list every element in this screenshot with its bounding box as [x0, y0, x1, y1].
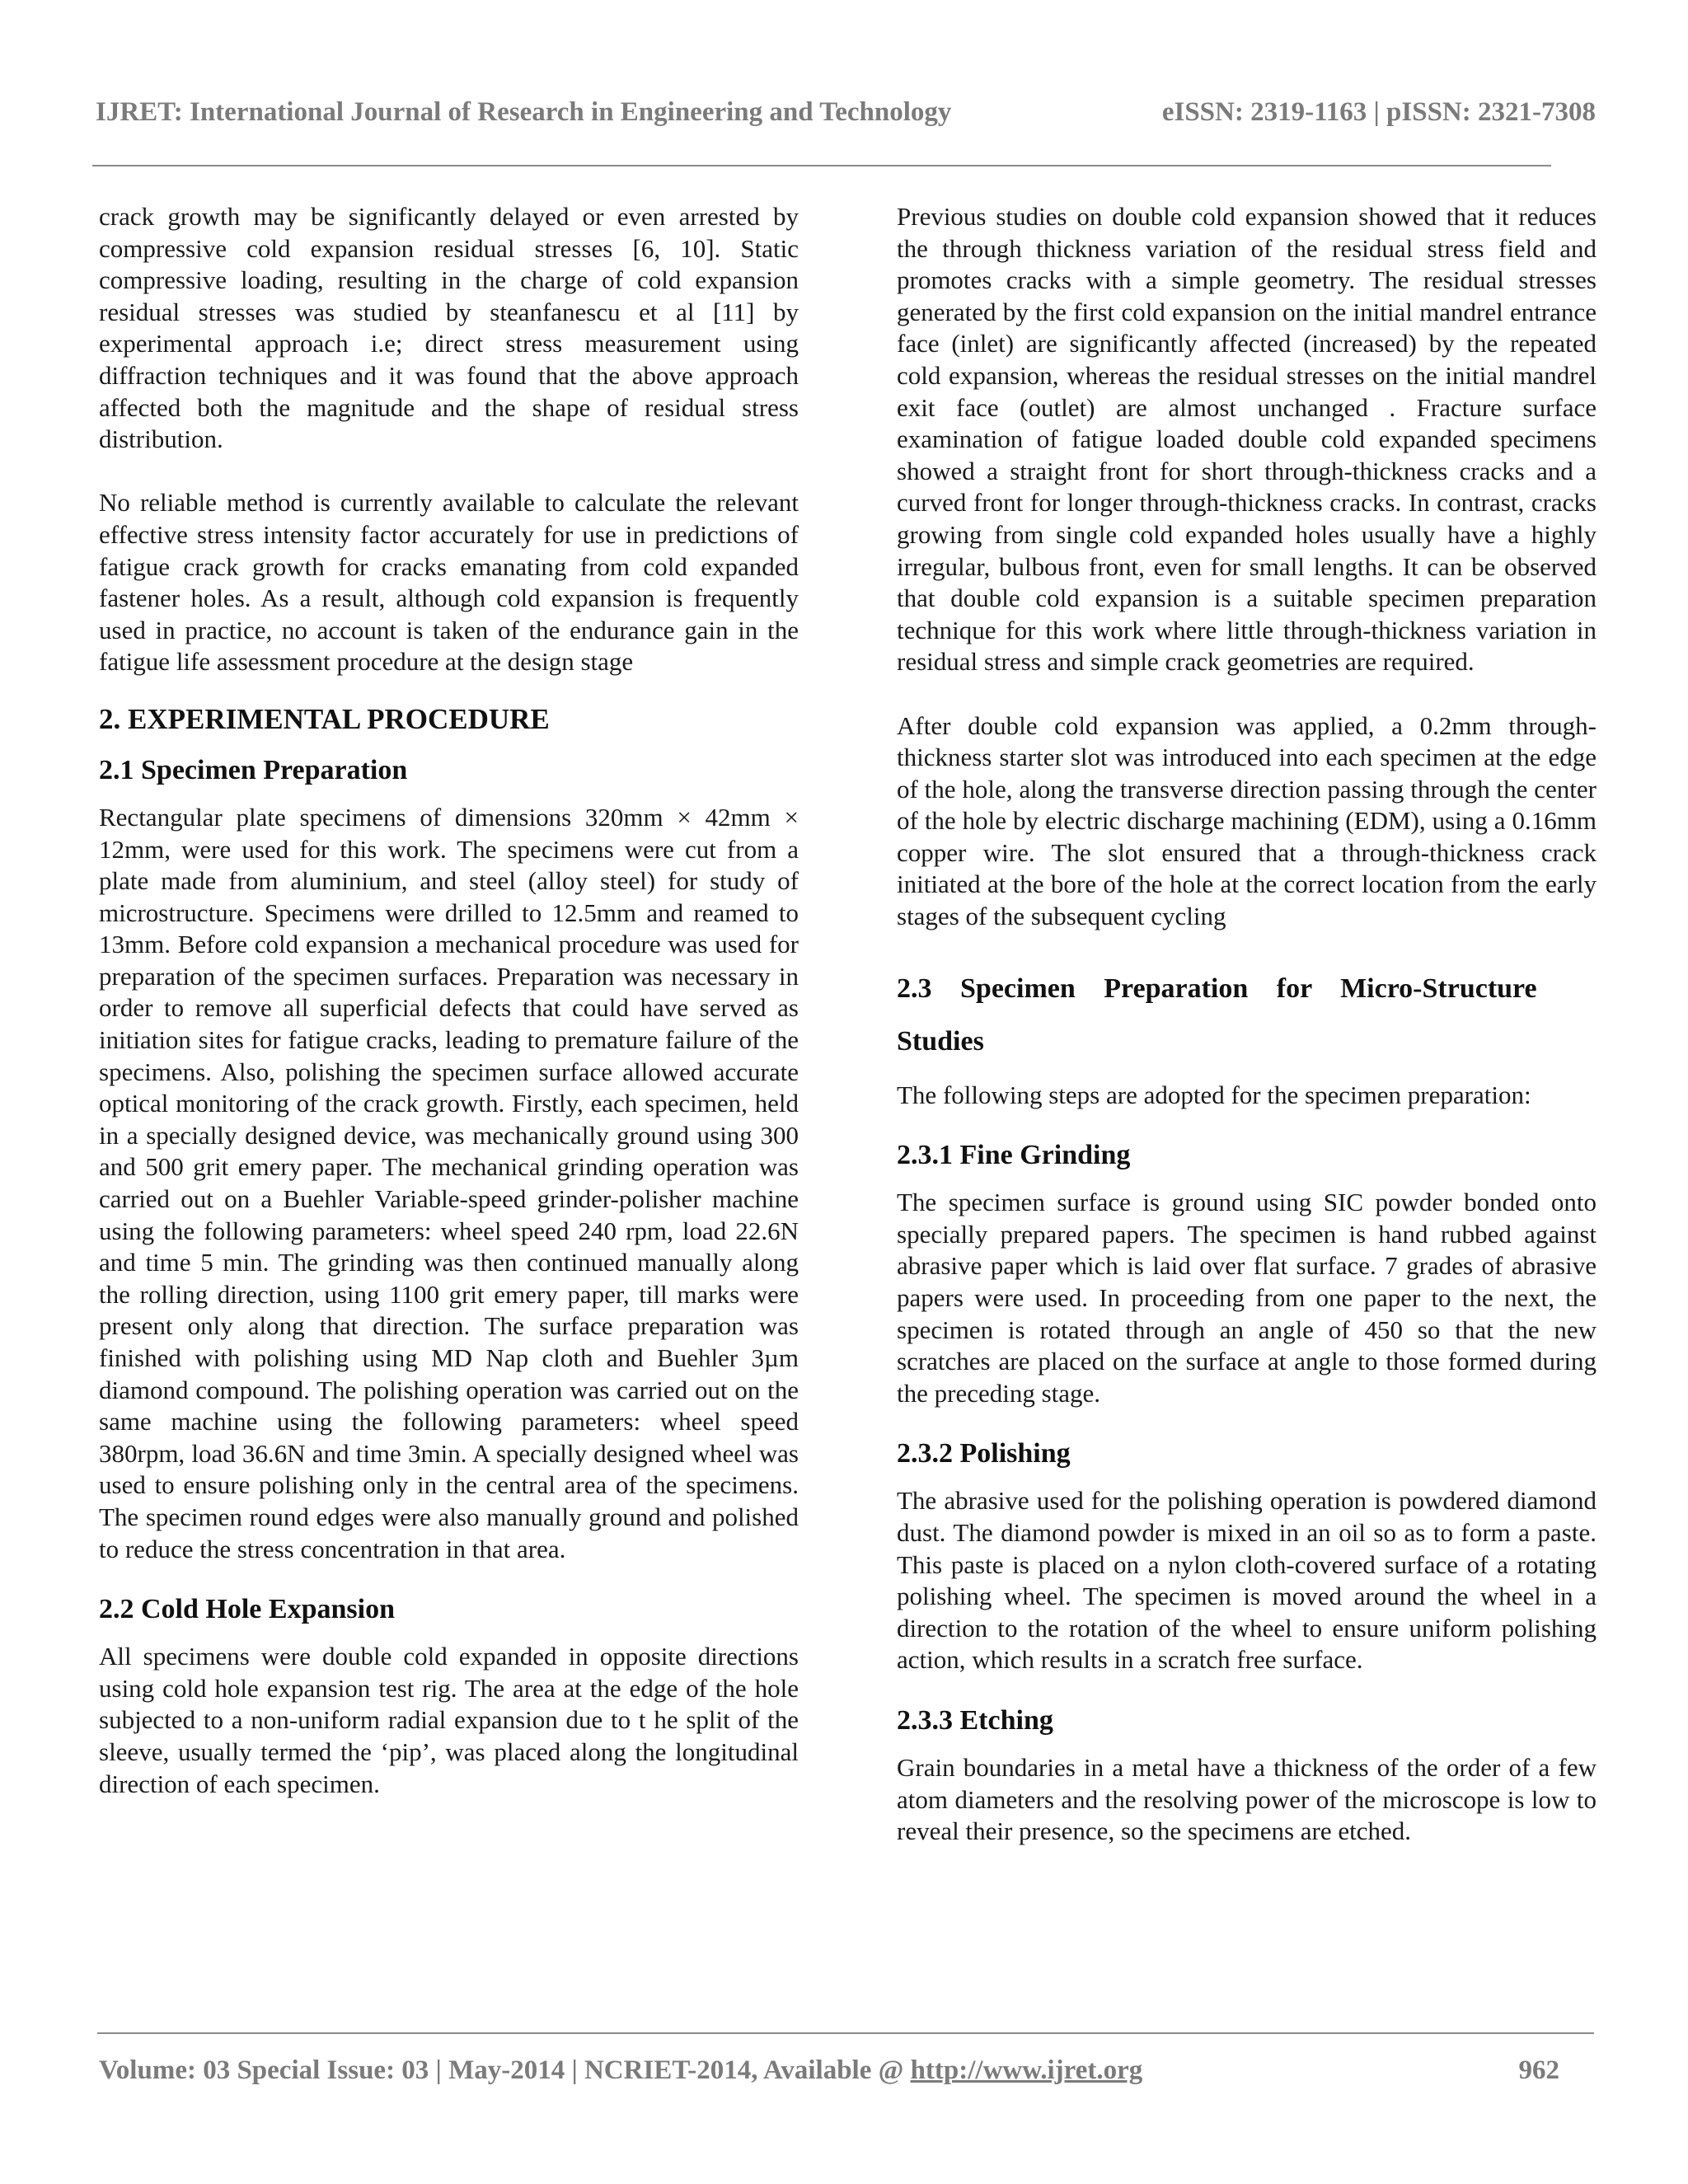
- heading-microstructure-line1: 2.3 Specimen Preparation for Micro-Structure: [897, 972, 1537, 1004]
- paragraph-cold-hole-expansion: All specimens were double cold expanded in opposite directions using cold hole expansion test rig. The area at the edge of the hole subjected to a non-uniform radial expansion due to t he split of the sleeve, usually termed the ‘pip’, was placed along the longitudinal direction of each specimen.: [99, 1642, 799, 1798]
- header-divider: [92, 165, 1551, 166]
- left-column: [99, 201, 799, 1800]
- heading-experimental-procedure: 2. EXPERIMENTAL PROCEDURE: [99, 702, 550, 735]
- volume-text: Volume: 03 Special Issue: 03 | May-2014 | NCRIET-2014, Available @: [99, 2055, 911, 2085]
- paragraph-crack-growth: crack growth may be significantly delayed or even arrested by compressive cold expansion residual stresses [6, 10]. Static compressive loading, resulting in the charge of cold expansion residual stresses was studied by steanfanescu et al [11] by experimental approach i.e; direct stress measurement using diffraction techniques and it was found that the above approach affected both the magnitude and the shape of residual stress distribution.: [99, 202, 799, 454]
- paragraph-fine-grinding: The specimen surface is ground using SIC powder bonded onto specially prepared papers. The specimen is hand rubbed against abrasive paper which is laid over flat surface. 7 grades of abrasive papers were used. In proceeding from one paper to the next, the specimen is rotated through an angle of 450 so that the new scratches are placed on the surface at angle to those formed during the preceding stage.: [897, 1188, 1597, 1408]
- journal-link[interactable]: http://www.ijret.org: [910, 2055, 1143, 2085]
- paragraph-starter-slot: After double cold expansion was applied, a 0.2mm through-thickness starter slot was introduced into each specimen at the edge of the hole, along the transverse direction passing through the center of the hole by electric discharge machining (EDM), using a 0.16mm copper wire. The slot ensured that a through-thickness crack initiated at the bore of the hole at the correct location from the early stages of the subsequent cycling: [897, 710, 1597, 931]
- paragraph-etching: Grain boundaries in a metal have a thickness of the order of a few atom diameters and the resolving power of the microscope is low to reveal their presence, so the specimens are etched.: [897, 1752, 1597, 1846]
- heading-polishing: 2.3.2 Polishing: [897, 1438, 1071, 1469]
- heading-microstructure-preparation: [897, 963, 1597, 1068]
- heading-cold-hole-expansion: 2.2 Cold Hole Expansion: [99, 1594, 395, 1625]
- paragraph-polishing: The abrasive used for the polishing operation is powdered diamond dust. The diamond powder is mixed in an oil so as to form a paste. This paste is placed on a nylon cloth-covered surface of a rotating polishing wheel. The specimen is moved around the wheel in a direction to the rotation of the wheel to ensure uniform polishing action, which results in a scratch free surface.: [897, 1486, 1597, 1675]
- running-header: [96, 97, 1596, 128]
- paragraph-steps-adopted: The following steps are adopted for the specimen preparation:: [897, 1080, 1531, 1109]
- footer-divider: [97, 2032, 1594, 2034]
- heading-fine-grinding: 2.3.1 Fine Grinding: [897, 1140, 1131, 1171]
- journal-title: IJRET: International Journal of Research in Engineering and Technology: [96, 97, 952, 127]
- right-column: [897, 201, 1597, 1848]
- paragraph-no-reliable-method: No reliable method is currently available to calculate the relevant effective stress intensity factor accurately for use in predictions of fatigue crack growth for cracks emanating from cold expanded fastener holes. As a result, although cold expansion is frequently used in practice, no account is taken of the endurance gain in the fatigue life assessment procedure at the design stage: [99, 488, 799, 677]
- paragraph-specimen-preparation: Rectangular plate specimens of dimensions 320mm × 42mm × 12mm, were used for this work. The specimens were cut from a plate made from aluminium, and steel (alloy steel) for study of microstructure. Specimens were drilled to 12.5mm and reamed to 13mm. Before cold expansion a mechanical procedure was used for preparation of the specimen surfaces. Preparation was necessary in order to remove all superficial defects that could have served as initiation sites for fatigue cracks, leading to premature failure of the specimens. Also, polishing the specimen surface allowed accurate optical monitoring of the crack growth. Firstly, each specimen, held in a specially designed device, was mechanically ground using 300 and 500 grit emery paper. The mechanical grinding operation was carried out on a Buehler Variable-speed grinder-polisher machine using the following parameters: wheel speed 240 rpm, load 22.6N and time 5 min. The grinding was then continued manually along the rolling direction, using 1100 grit emery paper, till marks were present only along that direction. The surface preparation was finished with polishing using MD Nap cloth and Buehler 3µm diamond compound. The polishing operation was carried out on the same machine using the following parameters: wheel speed 380rpm, load 36.6N and time 3min. A specially designed wheel was used to ensure polishing only in the central area of the specimens. The specimen round edges were also manually ground and polished to reduce the stress concentration in that area.: [99, 802, 799, 1563]
- volume-info: [99, 2055, 1142, 2086]
- running-footer: [99, 2055, 1559, 2086]
- paragraph-previous-studies: Previous studies on double cold expansion showed that it reduces the through thickness variation of the residual stress field and promotes cracks with a simple geometry. The residual stresses generated by the first cold expansion on the initial mandrel entrance face (inlet) are significantly affected (increased) by the repeated cold expansion, whereas the residual stresses on the initial mandrel exit face (outlet) are almost unchanged . Fracture surface examination of fatigue loaded double cold expanded specimens showed a straight front for short through-thickness cracks and a curved front for longer through-thickness cracks. In contrast, cracks growing from single cold expanded holes usually have a highly irregular, bulbous front, even for small lengths. It can be observed that double cold expansion is a suitable specimen preparation technique for this work where little through-thickness variation in residual stress and simple crack geometries are required.: [897, 202, 1597, 677]
- heading-microstructure-line2: Studies: [897, 1025, 984, 1057]
- page-number: 962: [1518, 2055, 1559, 2085]
- heading-etching: 2.3.3 Etching: [897, 1704, 1053, 1736]
- issn-info: eISSN: 2319-1163 | pISSN: 2321-7308: [1161, 97, 1596, 127]
- heading-specimen-preparation: 2.1 Specimen Preparation: [99, 754, 408, 785]
